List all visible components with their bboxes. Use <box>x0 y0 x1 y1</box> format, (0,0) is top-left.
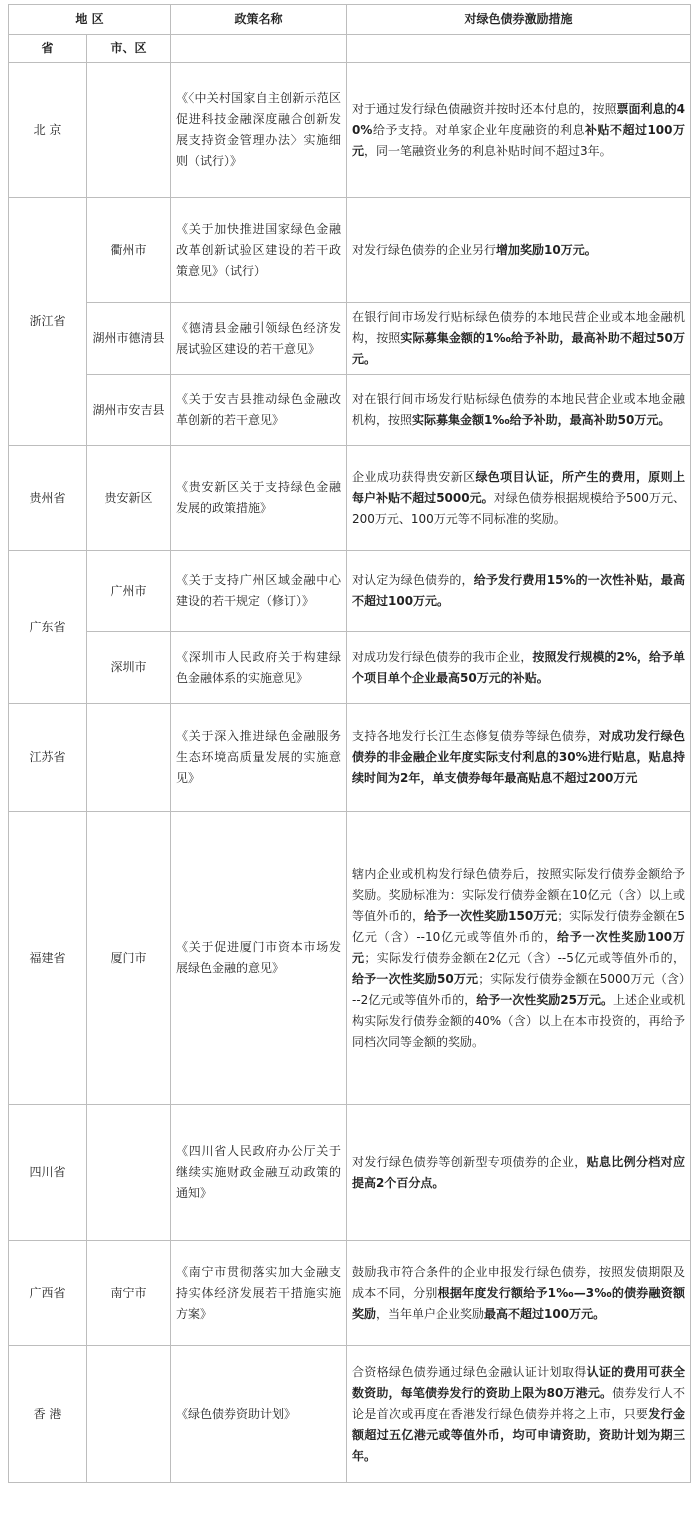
table-row <box>9 632 691 704</box>
policy-name-cell: 《关于加快推进国家绿色金融改革创新试验区建设的若干政策意见》（试行） <box>171 198 347 303</box>
measure-text: 合资格绿色债券通过绿色金融认证计划取得 <box>352 1364 587 1379</box>
measure-cell <box>347 1241 691 1346</box>
header-empty <box>171 35 347 63</box>
measure-highlight: 最高不超过100万元。 <box>484 1306 606 1321</box>
header-measures: 对绿色债券激励措施 <box>347 5 691 35</box>
header-city: 市、区 <box>87 35 171 63</box>
measure-text: 在银行间市场发行贴标绿色债券的本地民营企业或本地金融机构，按照 <box>352 310 685 345</box>
measure-highlight: 给予发行费用15%的一次性补贴，最高不超过100万元。 <box>352 573 685 608</box>
measure-highlight: 给予一次性奖励50万元 <box>352 971 479 986</box>
policy-name-cell: 《四川省人民政府办公厅关于继续实施财政金融互动政策的通知》 <box>171 1105 347 1241</box>
table-row <box>9 198 691 303</box>
measure-text: 对于通过发行绿色债融资并按时还本付息的，按照 <box>352 101 617 116</box>
table-row <box>9 551 691 632</box>
measure-cell <box>347 1346 691 1483</box>
policy-name-cell: 《贵安新区关于支持绿色金融发展的政策措施》 <box>171 446 347 551</box>
measure-highlight: 按照发行规模的2%，给予单个项目单个企业最高50万元的补贴。 <box>352 649 685 685</box>
measure-text: 上述企业或机构实际发行债券金额的40%（含）以上在本市投资的，再给予同档次同等金额的奖励。 <box>352 992 686 1049</box>
measure-highlight: 实际募集金额的1‰给予补助，最高补助不超过50万元。 <box>352 331 685 366</box>
measure-highlight: 给予一次性奖励100万元 <box>352 929 685 965</box>
province-cell: 香 港 <box>9 1346 87 1483</box>
measure-text: 鼓励我市符合条件的企业申报发行绿色债券，按照发债期限及成本不同，分别 <box>352 1264 685 1300</box>
province-cell: 贵州省 <box>9 446 87 551</box>
policy-name-cell: 《关于深入推进绿色金融服务生态环境高质量发展的实施意见》 <box>171 704 347 812</box>
measure-text: 对成功发行绿色债券的我市企业， <box>352 649 533 664</box>
city-cell: 厦门市 <box>87 812 171 1105</box>
measure-cell <box>347 632 691 704</box>
city-cell: 广州市 <box>87 551 171 632</box>
measure-cell <box>347 551 691 632</box>
policy-name-cell: 《关于安吉县推动绿色金融改革创新的若干意见》 <box>171 375 347 446</box>
measure-highlight: 发行金额超过五亿港元或等值外币，均可申请资助，资助计划为期三年。 <box>352 1406 685 1463</box>
measure-text: ；实际发行债券金额在2亿元（含）--5亿元或等值外币的， <box>364 950 685 965</box>
measure-text: 对在银行间市场发行贴标绿色债券的本地民营企业或本地金融机构，按照 <box>352 392 685 427</box>
city-cell <box>87 1346 171 1483</box>
measure-highlight: 认证的费用可获全数资助，每笔债券发行的资助上限为80万港元。 <box>352 1364 685 1400</box>
measure-text: ，当年单户企业奖励 <box>376 1306 485 1321</box>
province-cell: 四川省 <box>9 1105 87 1241</box>
city-cell <box>87 63 171 198</box>
province-cell: 北 京 <box>9 63 87 198</box>
policy-name-cell: 《德清县金融引领绿色经济发展试验区建设的若干意见》 <box>171 303 347 375</box>
measure-text: ，同一笔融资业务的利息补贴时间不超过3年。 <box>364 143 612 158</box>
policy-name-cell: 《绿色债券资助计划》 <box>171 1346 347 1483</box>
measure-text: 对认定为绿色债券的， <box>352 573 474 587</box>
measure-text: 辖内企业或机构发行绿色债券后，按照实际发行债券金额给予奖励。奖励标准为：实际发行债券金额在10亿元（含）以上或等值外币的， <box>352 866 685 923</box>
city-cell: 贵安新区 <box>87 446 171 551</box>
policy-table <box>8 4 691 1483</box>
measure-text: 支持各地发行长江生态修复债券等绿色债券， <box>352 729 599 743</box>
policy-name-cell: 《〈中关村国家自主创新示范区促进科技金融深度融合创新发展支持资金管理办法〉实施细则（试行）》 <box>171 63 347 198</box>
table-row <box>9 446 691 551</box>
measure-cell <box>347 198 691 303</box>
measure-highlight: 增加奖励10万元。 <box>496 242 597 257</box>
measure-text: 企业成功获得贵安新区 <box>352 469 476 484</box>
header-province: 省 <box>9 35 87 63</box>
table-row <box>9 1105 691 1241</box>
policy-name-cell: 《关于促进厦门市资本市场发展绿色金融的意见》 <box>171 812 347 1105</box>
province-cell: 广西省 <box>9 1241 87 1346</box>
measure-cell <box>347 704 691 812</box>
policy-name-cell: 《深圳市人民政府关于构建绿色金融体系的实施意见》 <box>171 632 347 704</box>
measure-text: 对绿色债券根据规模给予500万元、200万元、100万元等不同标准的奖励。 <box>352 490 685 526</box>
table-row <box>9 704 691 812</box>
measure-highlight: 贴息比例分档对应提高2个百分点。 <box>352 1154 685 1190</box>
city-cell: 湖州市德清县 <box>87 303 171 375</box>
measure-highlight: 票面利息的40% <box>352 101 685 137</box>
measure-text: 对发行绿色债券等创新型专项债券的企业， <box>352 1154 587 1169</box>
measure-cell <box>347 303 691 375</box>
measure-text: ；实际发行债券金额在5000万元（含）--2亿元或等值外币的， <box>352 971 685 1007</box>
city-cell: 衢州市 <box>87 198 171 303</box>
measure-highlight: 绿色项目认证，所产生的费用，原则上每户补贴不超过5000元。 <box>352 469 685 505</box>
measure-highlight: 对成功发行绿色债券的非金融企业年度实际支付利息的30%进行贴息，贴息持续时间为2年，单支债券每年最高贴息不超过200万元 <box>352 729 685 785</box>
city-cell <box>87 704 171 812</box>
measure-highlight: 给予一次性奖励25万元。 <box>476 992 613 1007</box>
policy-name-cell: 《南宁市贯彻落实加大金融支持实体经济发展若干措施实施方案》 <box>171 1241 347 1346</box>
measure-cell <box>347 1105 691 1241</box>
table-row <box>9 375 691 446</box>
table-row <box>9 1241 691 1346</box>
measure-cell <box>347 63 691 198</box>
measure-highlight: 根据年度发行额给予1‰—3‰的债券融资额奖励 <box>352 1285 685 1321</box>
measure-cell <box>347 446 691 551</box>
measure-text: ；实际发行债券金额在5亿元（含）--10亿元或等值外币的， <box>352 908 685 944</box>
measure-highlight: 给予一次性奖励150万元 <box>424 908 558 923</box>
header-region: 地 区 <box>9 5 171 35</box>
measure-highlight: 补贴不超过100万元 <box>352 122 685 158</box>
header-policy-name: 政策名称 <box>171 5 347 35</box>
table-row <box>9 303 691 375</box>
province-cell: 广东省 <box>9 551 87 704</box>
city-cell: 深圳市 <box>87 632 171 704</box>
city-cell <box>87 1105 171 1241</box>
measure-text: 给予支持。对单家企业年度融资的利息 <box>372 122 586 137</box>
city-cell: 湖州市安吉县 <box>87 375 171 446</box>
measure-highlight: 实际募集金额1‰给予补助，最高补助50万元。 <box>412 413 671 427</box>
province-cell: 福建省 <box>9 812 87 1105</box>
province-cell: 浙江省 <box>9 198 87 446</box>
measure-cell <box>347 812 691 1105</box>
province-cell: 江苏省 <box>9 704 87 812</box>
policy-name-cell: 《关于支持广州区域金融中心建设的若干规定（修订）》 <box>171 551 347 632</box>
measure-text: 对发行绿色债券的企业另行 <box>352 242 497 257</box>
measure-cell <box>347 375 691 446</box>
measure-text: 债券发行人不论是首次或再度在香港发行绿色债券并将之上市，只要 <box>352 1385 685 1421</box>
table-row <box>9 812 691 1105</box>
table-row <box>9 63 691 198</box>
table-row <box>9 1346 691 1483</box>
city-cell: 南宁市 <box>87 1241 171 1346</box>
header-empty <box>347 35 691 63</box>
